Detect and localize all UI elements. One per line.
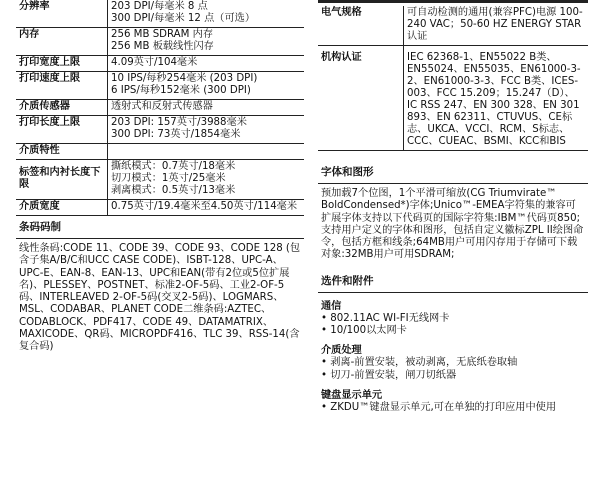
spec-value <box>108 160 305 200</box>
spec-label: 介质传感器 <box>19 101 70 112</box>
fonts-section-title: 字体和图形 <box>318 161 588 184</box>
spec-line: 300 DPI/每毫米 12 点（可选） <box>111 13 256 24</box>
fonts-body: 预加载7个位图，1个平滑可缩放(CG Triumvirate™ BoldCondensed*)字体;Unico™-EMEA字符集的兼容可扩展字体支持以下代码页的国际字符集:IBM™代码页850;支持用户定义的字体和图形，包括自定义徽标ZPL II绘图命令，包括方框和线条;64MB用户可用闪存用于存储可下载对象:32MB用户可用SDRAM; <box>321 188 584 261</box>
spec-line: 撕纸模式：0.7英寸/18毫米 <box>111 161 236 172</box>
spec-line: 203 DPI/每毫米 8 点 <box>111 1 208 12</box>
barcode-section-title: 条码码制 <box>16 216 304 239</box>
list-item: • ZKDU™键盘显示单元,可在单独的打印应用中使用 <box>321 401 557 413</box>
spec-line: 300 DPI: 73英寸/1854毫米 <box>111 129 241 140</box>
spec-value <box>108 200 305 216</box>
spec-label: 介质宽度 <box>19 201 60 212</box>
spec-value: IEC 62368-1、EN55022 B类、EN55024、EN55035、EN61000-3-2、EN61000-3-3、FCC B类、ICES-003、FCC 15.209；15.247（D）、IC RSS 247、EN 300 328、EN 301 893、EN 62311、CTUVUS、CE标志、UKCA、VCCI、RCM、S标志、CCC、CUEAC、BSMI、KCC和BIS <box>404 46 589 151</box>
options-section-title: 选件和附件 <box>318 270 588 293</box>
spec-line: 剥离模式：0.5英寸/13毫米 <box>111 185 236 196</box>
table-row <box>16 160 304 200</box>
spec-label: 内存 <box>19 29 40 40</box>
spec-label: 机构认证 <box>321 52 362 63</box>
spec-line: 切刀模式：1英寸/25毫米 <box>111 173 226 184</box>
spec-line: 256 MB 板载线性闪存 <box>111 41 214 52</box>
options-group-title: 键盘显示单元 <box>321 389 383 401</box>
spec-label: 标签和内衬长度下限 <box>19 167 101 190</box>
spec-label: 介质特性 <box>19 145 60 156</box>
spec-label: 打印速度上限 <box>19 73 81 84</box>
left-spec-table <box>16 0 304 216</box>
spec-line: 0.75英寸/19.4毫米至4.50英寸/114毫米 <box>111 201 298 212</box>
table-row <box>318 6 588 46</box>
right-spec-table <box>318 6 588 151</box>
spec-value <box>108 0 305 28</box>
left-column <box>16 0 304 354</box>
list-item: • 10/100以太网卡 <box>321 325 407 337</box>
spec-label: 分辨率 <box>19 1 50 12</box>
table-row <box>318 46 588 151</box>
spec-line: 6 IPS/每秒152毫米 (300 DPI) <box>111 85 251 96</box>
list-item: • 切刀-前置安装，闸刀切纸器 <box>321 369 457 381</box>
spec-label: 电气规格 <box>321 7 362 18</box>
spec-value <box>108 72 305 100</box>
table-row <box>16 144 304 160</box>
list-item: • 剥离-前置安装，被动剥离，无底纸卷取轴 <box>321 357 518 369</box>
spec-label: 打印长度上限 <box>19 117 81 128</box>
barcode-body: 线性条码:CODE 11、CODE 39、CODE 93、CODE 128 (包含子集A/B/C和UCC CASE CODE)、ISBT-128、UPC-A、UPC-E、EAN-8、EAN-13、UPC和EAN(带有2位或5位扩展名)、PLESSEY、POSTNET、标准2-OF-5码、工业2-OF-5码、INTERLEAVED 2-OF-5码(交叉2-5码)、LOGMARS、MSL、CODABAR、PLANET CODE二维条码:AZTEC、CODABLOCK、PDF417、CODE 49、DATAMATRIX、MAXICODE、QR码、MICROPDF416、TLC 39、RSS-14(含复合码) <box>19 243 301 353</box>
table-row <box>16 56 304 72</box>
spec-value <box>108 100 305 116</box>
spec-line: 10 IPS/每秒254毫米 (203 DPI) <box>111 73 258 84</box>
spec-line: 4.09英寸/104毫米 <box>111 57 198 68</box>
spec-value <box>108 116 305 144</box>
table-row <box>16 100 304 116</box>
table-row <box>16 28 304 56</box>
spec-value <box>108 144 305 160</box>
spec-line: 透射式和反射式传感器 <box>111 101 213 112</box>
table-row <box>16 72 304 100</box>
table-row <box>16 200 304 216</box>
spec-line: 203 DPI: 157英寸/3988毫米 <box>111 117 247 128</box>
table-row <box>16 116 304 144</box>
options-group-title: 通信 <box>321 300 342 312</box>
spec-value: 可自动检测的通用(兼容PFC)电源 100-240 VAC；50-60 HZ ENERGY STAR认证 <box>404 6 589 46</box>
list-item: • 802.11AC WI-FI无线网卡 <box>321 312 450 324</box>
right-column <box>318 6 588 414</box>
spec-label: 打印宽度上限 <box>19 57 81 68</box>
spec-line: 256 MB SDRAM 内存 <box>111 29 214 40</box>
options-group-title: 介质处理 <box>321 345 362 357</box>
top-divider <box>318 0 588 3</box>
table-row <box>16 0 304 28</box>
spec-value <box>108 28 305 56</box>
spec-value <box>108 56 305 72</box>
